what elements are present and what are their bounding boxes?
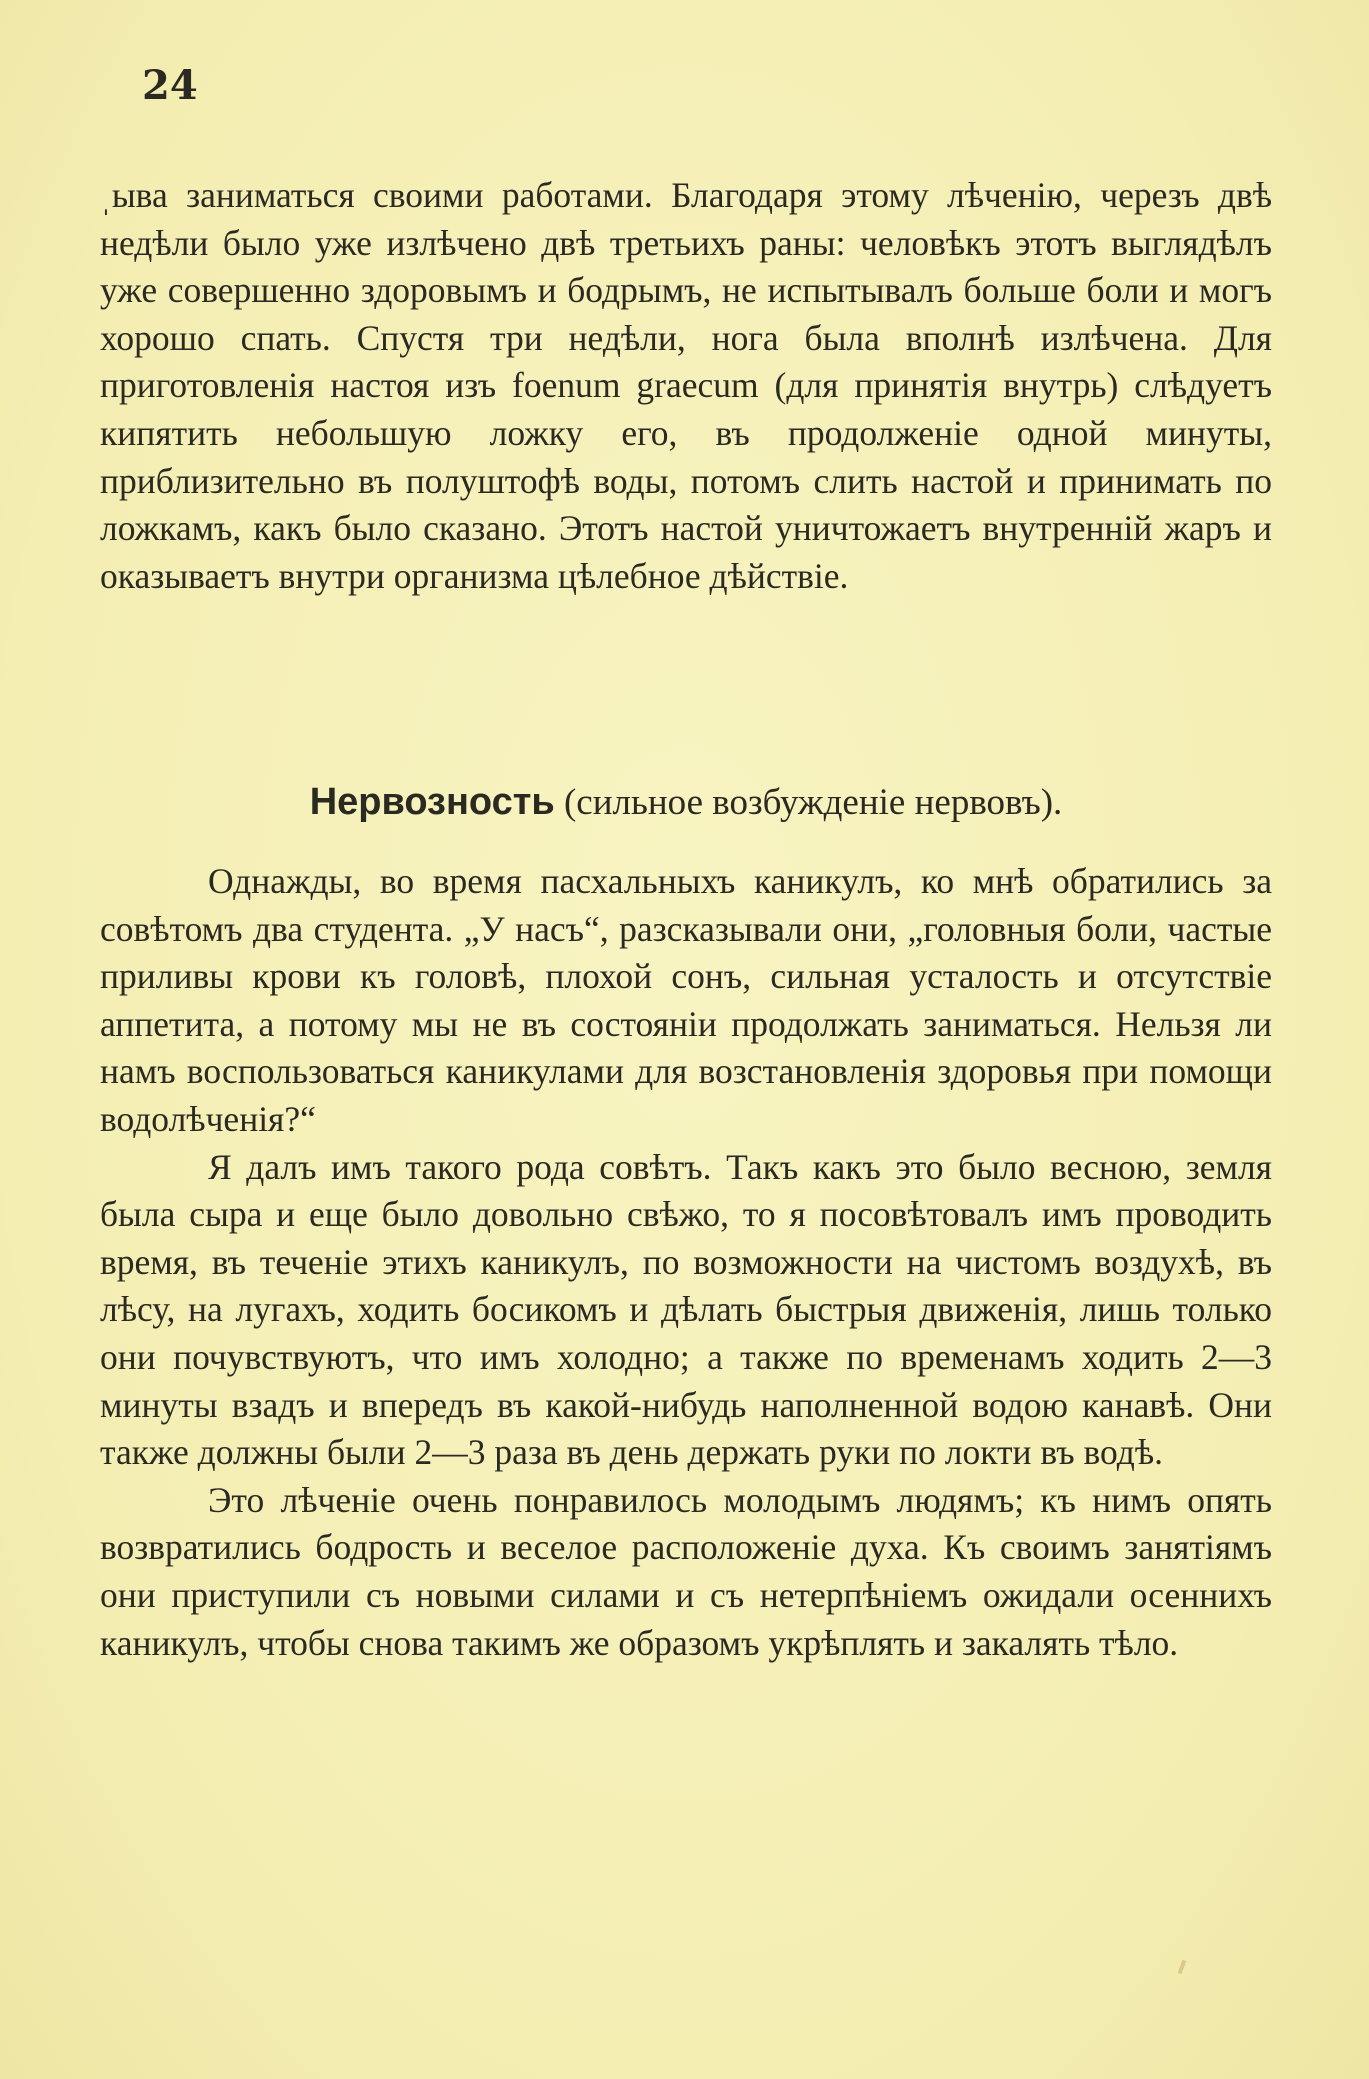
paragraph: Это лѣченіе очень понравилось молодымъ людямъ; къ нимъ опять возвратились бодрость и веселое расположеніе духа. Къ своимъ занятіямъ они приступили съ новыми силами и съ нетерпѣніемъ ожидали осеннихъ каникулъ, чтобы снова такимъ же образомъ укрѣплять и закалять тѣло.	[100, 1479, 1272, 1663]
page-number: 24	[142, 62, 198, 109]
paragraph: ˌыва заниматься своими работами. Благодаря этому лѣченію, черезъ двѣ недѣли было уже излѣчено двѣ третьихъ раны: человѣкъ этотъ выглядѣлъ уже совершенно здоровымъ и бодрымъ, не испытывалъ больше боли и могъ хорошо спать. Спустя три недѣли, нога была вполнѣ излѣчена. Для приготовленія настоя изъ foenum graecum (для принятія внутрь) слѣдуетъ кипятить небольшую ложку его, въ продолженіе одной минуты, приблизительно въ полуштофѣ воды, потомъ слить настой и принимать по ложкамъ, какъ было сказано. Этотъ настой уничтожаетъ внутренній жаръ и оказываетъ внутри организма цѣлебное дѣйствіе.	[100, 175, 1272, 596]
heading-title: Нервозность	[309, 781, 555, 823]
paragraph: Однажды, во время пасхальныхъ каникулъ, ко мнѣ обратились за совѣтомъ два студента. „У насъ“, разсказывали они, „головныя боли, частые приливы крови къ головѣ, плохой сонъ, сильная усталость и отсутствіе аппетита, а потому мы не въ состояніи продолжать заниматься. Нельзя ли намъ воспользоваться каникулами для возстановленія здоровья при помощи водолѣченія?“	[100, 861, 1272, 1139]
paragraph-continuation	[100, 172, 1272, 600]
paragraph: Я далъ имъ такого рода совѣтъ. Такъ какъ это было весною, земля была сыра и еще было довольно свѣжо, то я посовѣтовалъ имъ проводить время, въ теченіе этихъ каникулъ, по возможности на чистомъ воздухѣ, въ лѣсу, на лугахъ, ходить босикомъ и дѣлать быстрыя движенія, лишь только они почувствуютъ, что имъ холодно; а также по временамъ ходить 2—3 минуты взадъ и впередъ въ какой-нибудь наполненной водою канавѣ. Они также должны были 2—3 раза въ день держать руки по локти въ водѣ.	[100, 1146, 1272, 1473]
paper-mark	[1178, 1960, 1187, 1975]
heading-subtitle: (сильное возбужденіе нервовъ).	[554, 782, 1063, 823]
section-body	[100, 858, 1272, 1667]
section-heading	[100, 778, 1272, 827]
